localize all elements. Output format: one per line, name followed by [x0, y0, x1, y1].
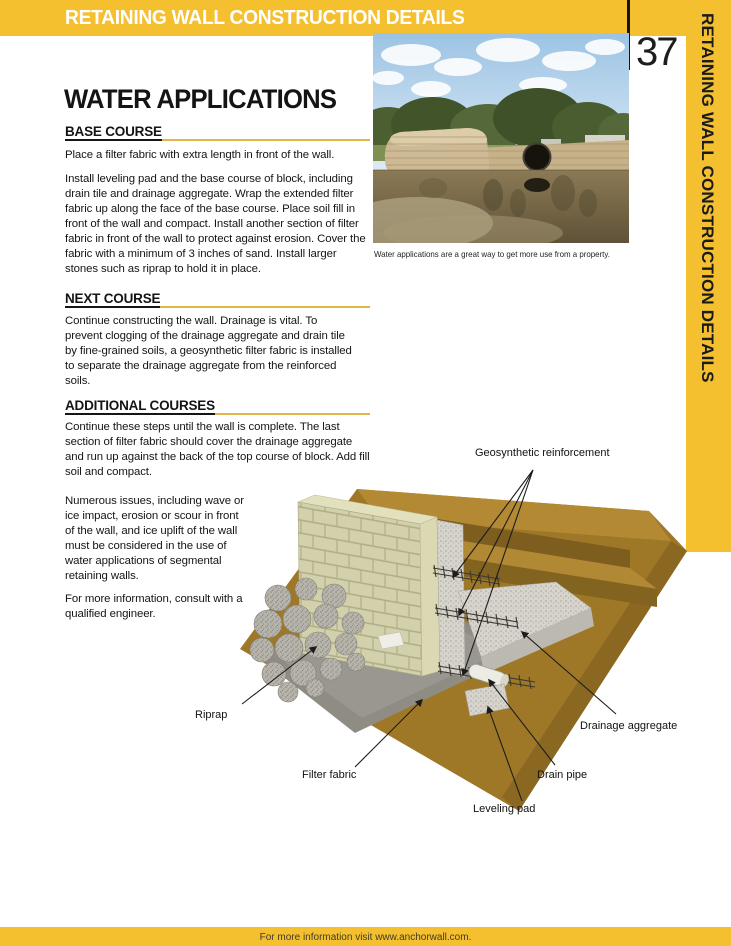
photo-caption: Water applications are a great way to get more use from a property. [374, 249, 610, 259]
label-drain-pipe: Drain pipe [537, 769, 588, 781]
label-geosynthetic-reinforcement: Geosynthetic reinforcement [475, 447, 610, 459]
body-paragraph: Continue these steps until the wall is complete. The last section of filter fabric should cover the drainage aggregate and run up against the back of the top course of block. Add fill soil and compact. [65, 421, 370, 478]
heading-base-course: BASE COURSE [65, 124, 370, 141]
label-filter-fabric: Filter fabric [302, 769, 357, 781]
footer-text: For more information visit www.anchorwall.com. [259, 932, 472, 943]
footer-bar [0, 927, 731, 946]
heading-additional-courses: ADDITIONAL COURSES [65, 398, 370, 415]
body-paragraph: For more information, consult with a qualified engineer. [65, 593, 243, 620]
body-paragraph: Continue constructing the wall. Drainage is vital. To prevent clogging of the drainage aggregate and drain tile by fine-grained soils, a geosynthetic filter fabric is installed to separate the drainage aggregate from the reinforced soils. [65, 315, 352, 387]
body-paragraph: Numerous issues, including wave or ice impact, erosion or scour in front of the wall, and ice uplift of the wall must be considered in the use of water applications of segmental retaining walls. [65, 495, 244, 582]
page-number: 37 [636, 30, 677, 74]
header-title: RETAINING WALL CONSTRUCTION DETAILS [65, 7, 465, 29]
label-riprap: Riprap [195, 709, 228, 721]
pond-retaining-wall-photo [373, 33, 629, 243]
label-drainage-aggregate: Drainage aggregate [580, 720, 678, 732]
label-leveling-pad: Leveling pad [473, 803, 536, 815]
wall-cross-section-diagram [150, 440, 695, 840]
body-paragraph: Install leveling pad and the base course of block, including drain tile and drainage aggregate. Wrap the extended filter fabric up along the face of the base course. Place soil fill in front of the wall and compact. Install another section of filter fabric in front of the wall to protect against erosion. Cover the fabric with a minimum of 3 inches of sand. Install larger stones such as riprap to hold it in place. [65, 173, 366, 275]
body-paragraph: Place a filter fabric with extra length in front of the wall. [65, 149, 335, 161]
header-bar [0, 0, 731, 36]
sidebar-vertical-title: RETAINING WALL CONSTRUCTION DETAILS [698, 13, 717, 383]
heading-next-course: NEXT COURSE [65, 291, 370, 308]
page-title: WATER APPLICATIONS [64, 84, 337, 114]
